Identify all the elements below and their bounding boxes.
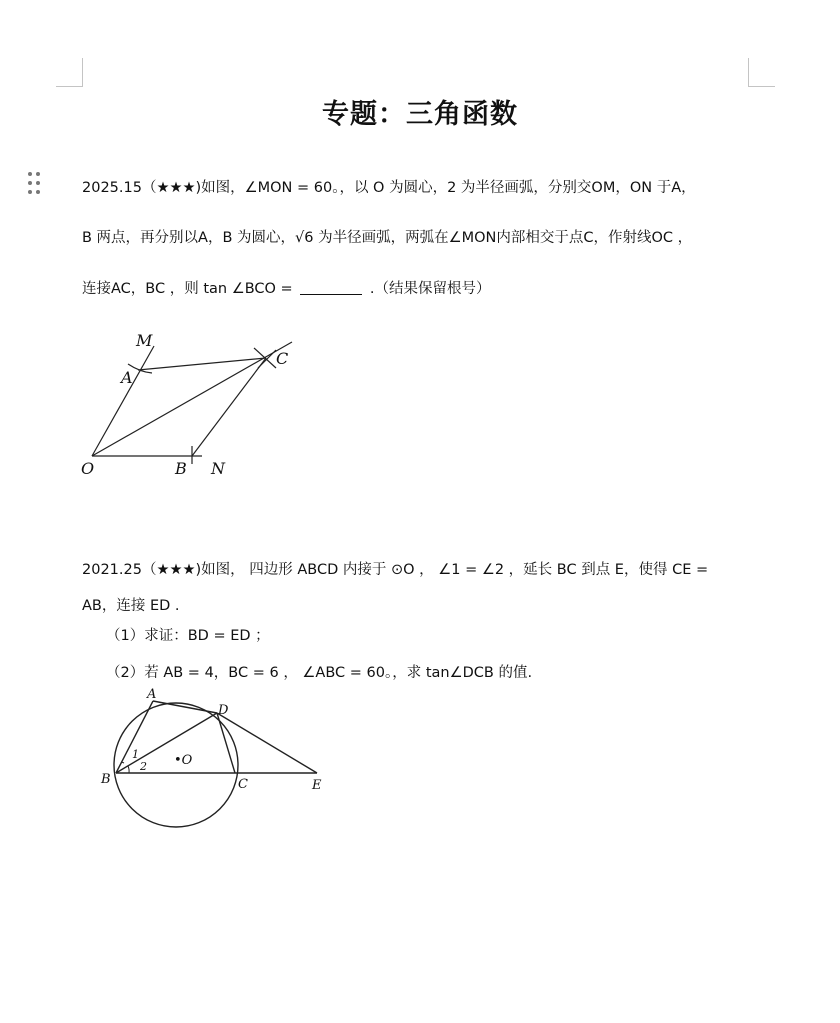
q2-part-1: （1）求证：BD = ED ； bbox=[106, 628, 270, 644]
fig2-label-O: •O bbox=[174, 753, 193, 768]
q2-part-2: （2）若 AB = 4，BC = 6 ， ∠ABC = 60。，求 tan∠DCB 的值. bbox=[106, 665, 533, 681]
q2-geometry-figure bbox=[92, 684, 332, 830]
fig1-label-A: A bbox=[121, 368, 133, 387]
fig2-label-D: D bbox=[218, 703, 229, 718]
page-corner-mark-top-right bbox=[748, 58, 775, 87]
fig1-label-O: O bbox=[81, 459, 95, 478]
q1-geometry-figure bbox=[78, 328, 308, 480]
fig1-label-B: B bbox=[175, 459, 187, 478]
q1-text-line-2: B 两点，再分别以A，B 为圆心，√6 为半径画弧，两弧在∠MON内部相交于点C，作射线OC ， bbox=[82, 230, 693, 246]
q1-line-3-end: .（结果保留根号） bbox=[369, 281, 491, 297]
q2-text-line-1: 2021.25（★★★)如图， 四边形 ABCD 内接于 ⊙O ， ∠1 = ∠2 ，延长 BC 到点 E，使得 CE = bbox=[82, 562, 709, 578]
page-corner-mark-top-left bbox=[56, 58, 83, 87]
fig2-label-B: B bbox=[101, 772, 111, 787]
fig2-label-E: E bbox=[312, 778, 322, 793]
q1-text-line-1: 2025.15（★★★)如图，∠MON = 60。，以 O 为圆心，2 为半径画弧，分别交OM，ON 于A， bbox=[82, 180, 696, 196]
fig1-label-M: M bbox=[136, 331, 153, 350]
q1-text-line-3 bbox=[82, 277, 491, 298]
fig2-angle-1: 1 bbox=[132, 748, 139, 761]
q2-text-line-2: AB，连接 ED . bbox=[82, 598, 180, 614]
fig1-label-C: C bbox=[276, 349, 289, 368]
fig1-label-N: N bbox=[211, 459, 225, 478]
drag-handle-icon[interactable] bbox=[28, 172, 42, 196]
fig2-label-A: A bbox=[147, 687, 157, 702]
q1-line-3-start: 连接AC，BC ，则 tan ∠BCO = bbox=[82, 281, 293, 297]
page-title: 专题：三角函数 bbox=[322, 99, 518, 130]
answer-blank bbox=[300, 280, 362, 295]
fig2-label-C: C bbox=[238, 777, 248, 792]
fig2-angle-2: 2 bbox=[140, 760, 147, 773]
